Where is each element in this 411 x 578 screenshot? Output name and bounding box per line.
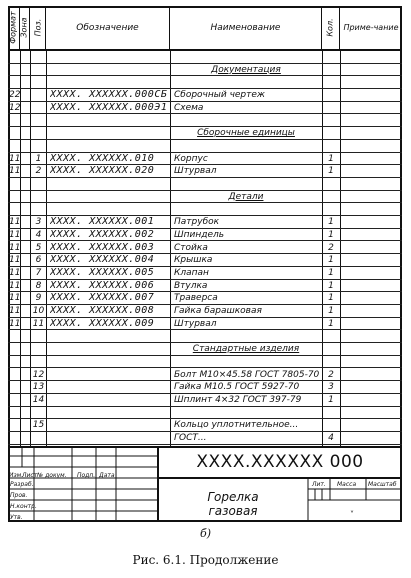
cell-designation: XXXX. XXXXXX.004 — [50, 254, 155, 266]
cell-pos — [31, 76, 46, 89]
table-row — [8, 330, 402, 343]
cell-qty — [322, 330, 340, 343]
cell-format — [9, 394, 20, 407]
cell-qty — [322, 51, 340, 64]
cell-pos — [31, 407, 46, 420]
cell-qty: 1 — [328, 229, 334, 240]
cell-name: Кольцо уплотнительное... — [174, 420, 299, 431]
section-row — [8, 343, 402, 356]
cell-format — [9, 369, 20, 382]
cell-qty — [322, 76, 340, 89]
cell-format: 11 — [9, 242, 20, 253]
header-format: Формат — [8, 6, 20, 51]
cell-format — [9, 356, 20, 369]
cell-format: 11 — [9, 293, 20, 304]
cell-format — [9, 407, 20, 420]
table-row — [8, 305, 402, 318]
label-scale: Масштаб — [368, 481, 397, 488]
cell-pos — [31, 51, 46, 64]
cell-pos: 9 — [35, 293, 42, 304]
cell-pos: 14 — [32, 394, 45, 405]
cell-qty — [322, 140, 340, 153]
cell-format — [9, 191, 20, 204]
cell-qty: 3 — [328, 382, 334, 393]
cell-name: Детали — [228, 191, 264, 202]
cell-format — [9, 203, 20, 216]
table-row — [8, 432, 402, 445]
table-row — [8, 280, 402, 293]
cell-format — [9, 64, 20, 77]
cell-name: Сборочный чертеж — [174, 90, 266, 101]
cell-format — [9, 419, 20, 432]
cell-format: 12 — [9, 102, 20, 113]
cell-pos: 2 — [35, 166, 42, 177]
header-pos: Поз. — [30, 6, 46, 51]
cell-pos — [31, 115, 46, 128]
cell-qty — [322, 115, 340, 128]
table-row — [8, 89, 402, 102]
cell-designation — [50, 64, 170, 77]
cell-name — [174, 407, 322, 420]
cell-pos: 11 — [32, 318, 45, 329]
table-row — [8, 318, 402, 331]
cell-pos — [31, 191, 46, 204]
cell-name: Патрубок — [174, 217, 220, 228]
cell-name: Гайка М10.5 ГОСТ 5927-70 — [174, 382, 300, 393]
cell-designation — [50, 178, 170, 191]
cell-designation: XXXX. XXXXXX.003 — [50, 241, 155, 253]
header-note: Приме-чание — [340, 6, 402, 51]
cell-designation — [50, 419, 170, 432]
cell-format — [9, 127, 20, 140]
cell-qty: 2 — [328, 242, 334, 253]
cell-pos: 1 — [35, 153, 42, 164]
cell-pos — [31, 343, 46, 356]
table-row — [8, 76, 402, 89]
cell-qty — [322, 343, 340, 356]
cell-name — [174, 330, 322, 343]
cell-designation — [50, 394, 170, 407]
cell-designation — [50, 356, 170, 369]
cell-qty: 1 — [328, 280, 334, 291]
cell-pos: 5 — [35, 242, 42, 253]
cell-pos — [31, 432, 46, 445]
table-row — [8, 419, 402, 432]
cell-designation — [50, 343, 170, 356]
table-row — [8, 394, 402, 407]
cell-pos: 3 — [35, 217, 42, 228]
cell-qty — [322, 203, 340, 216]
cell-format — [9, 343, 20, 356]
cell-pos — [31, 140, 46, 153]
cell-name: Крышка — [174, 255, 213, 266]
cell-pos — [31, 102, 46, 115]
cell-designation: XXXX. XXXXXX.000Э1 — [50, 101, 168, 113]
cell-format: 11 — [9, 229, 20, 240]
cell-qty — [322, 102, 340, 115]
cell-name: Стандартные изделия — [192, 344, 300, 355]
cell-name: Схема — [174, 102, 204, 113]
table-row — [8, 203, 402, 216]
cell-format — [9, 381, 20, 394]
table-row — [8, 267, 402, 280]
cell-pos — [31, 356, 46, 369]
table-row — [8, 102, 402, 115]
cell-name: ГОСТ... — [174, 433, 207, 443]
cell-designation — [50, 407, 170, 420]
cell-qty: 1 — [328, 153, 334, 164]
cell-pos — [31, 203, 46, 216]
cell-pos: 8 — [35, 280, 42, 291]
cell-name — [174, 51, 322, 64]
cell-name: Штурвал — [174, 166, 217, 177]
cell-format: 11 — [9, 166, 20, 177]
cell-name: Корпус — [174, 153, 208, 164]
cell-designation: XXXX. XXXXXX.008 — [50, 305, 155, 316]
cell-pos: 10 — [32, 306, 45, 316]
cell-pos: 15 — [32, 420, 45, 431]
cell-pos — [31, 89, 46, 102]
table-row — [8, 381, 402, 394]
cell-name: Клапан — [174, 267, 209, 278]
label-list: Лист — [22, 472, 38, 479]
table-row — [8, 229, 402, 242]
cell-designation: XXXX. XXXXXX.005 — [50, 266, 155, 278]
title-block — [8, 446, 402, 522]
label-sign: Подп. — [77, 472, 96, 479]
table-row — [8, 242, 402, 255]
cell-name — [174, 356, 322, 369]
cell-format: 11 — [9, 306, 20, 316]
product-name-line1: Горелка — [207, 490, 259, 504]
table-row — [8, 115, 402, 128]
cell-name — [174, 203, 322, 216]
table-row — [8, 292, 402, 305]
cell-designation — [50, 203, 170, 216]
cell-pos: 7 — [35, 267, 42, 278]
cell-qty: 1 — [328, 255, 334, 266]
cell-format: 22 — [9, 90, 20, 101]
table-row — [8, 369, 402, 382]
label-utv: Утв. — [10, 514, 23, 521]
cell-qty — [322, 64, 340, 77]
cell-pos — [31, 330, 46, 343]
cell-name: Втулка — [174, 280, 208, 291]
cell-designation — [50, 127, 170, 140]
cell-qty: 4 — [328, 433, 334, 443]
cell-name — [174, 178, 322, 191]
cell-name: Сборочные единицы — [197, 128, 295, 139]
cell-designation — [50, 191, 170, 204]
section-row — [8, 191, 402, 204]
label-razrab: Разраб. — [10, 481, 34, 488]
label-nkontr: Н.контр. — [10, 503, 37, 510]
label-doc: № докум. — [37, 472, 67, 479]
label-lit: Лит. — [312, 481, 326, 488]
cell-format: 11 — [9, 280, 20, 291]
cell-name — [174, 140, 322, 153]
cell-format — [9, 330, 20, 343]
cell-designation — [50, 140, 170, 153]
cell-pos — [31, 127, 46, 140]
cell-name: Болт М10×45.58 ГОСТ 7805-70 — [174, 369, 320, 380]
cell-format: 11 — [9, 255, 20, 266]
cell-name: Стойка — [174, 242, 208, 253]
product-name-line2: газовая — [208, 504, 258, 518]
cell-qty: 1 — [328, 293, 334, 304]
label-mass: Масса — [337, 481, 357, 488]
header-name: Наименование — [170, 6, 322, 51]
cell-format — [9, 432, 20, 445]
cell-qty: 2 — [328, 369, 334, 380]
table-row — [8, 153, 402, 166]
label-date: Дата — [99, 472, 115, 479]
cell-format — [9, 51, 20, 64]
table-row — [8, 165, 402, 178]
cell-name: Траверса — [174, 293, 218, 304]
cell-qty — [322, 191, 340, 204]
section-row — [8, 127, 402, 140]
cell-designation: XXXX. XXXXXX.006 — [50, 279, 155, 291]
table-row — [8, 356, 402, 369]
cell-pos: 12 — [32, 369, 45, 380]
table-row — [8, 140, 402, 153]
cell-designation — [50, 432, 170, 445]
table-row — [8, 216, 402, 229]
cell-designation: XXXX. XXXXXX.007 — [50, 292, 155, 304]
cell-pos: 13 — [32, 382, 45, 393]
cell-name — [174, 76, 322, 89]
cell-designation — [50, 76, 170, 89]
cell-format — [9, 178, 20, 191]
cell-designation — [50, 115, 170, 128]
table-row — [8, 254, 402, 267]
cell-designation — [50, 381, 170, 394]
cell-qty — [322, 178, 340, 191]
cell-format: 11 — [9, 153, 20, 164]
cell-designation: XXXX. XXXXXX.010 — [50, 152, 155, 164]
table-row — [8, 178, 402, 191]
cell-pos — [31, 178, 46, 191]
cell-pos: 6 — [35, 255, 42, 266]
specification-sheet — [8, 6, 402, 522]
cell-pos — [31, 64, 46, 77]
pen-mark: ˅ — [350, 510, 354, 519]
cell-format: 11 — [9, 318, 20, 329]
cell-name: Шпиндель — [174, 229, 225, 240]
cell-designation: XXXX. XXXXXX.001 — [50, 216, 155, 228]
cell-format — [9, 76, 20, 89]
header-designation: Обозначение — [46, 6, 170, 51]
cell-name: Гайка барашковая — [174, 306, 262, 316]
cell-name: Штурвал — [174, 318, 217, 329]
cell-designation: XXXX. XXXXXX.002 — [50, 228, 155, 240]
header-qty: Кол. — [322, 6, 340, 51]
cell-name: Шплинт 4×32 ГОСТ 397-79 — [174, 394, 302, 405]
cell-qty — [322, 89, 340, 102]
cell-designation — [50, 369, 170, 382]
sublabel: б) — [199, 527, 211, 540]
cell-designation: XXXX. XXXXXX.000СБ — [50, 89, 168, 101]
cell-qty: 1 — [328, 306, 334, 316]
cell-name — [174, 115, 322, 128]
label-prov: Пров. — [10, 492, 28, 499]
cell-format — [9, 115, 20, 128]
cell-designation — [50, 51, 170, 64]
cell-qty — [322, 407, 340, 420]
figure-caption: Рис. 6.1. Продолжение — [132, 553, 279, 567]
cell-format — [9, 140, 20, 153]
cell-qty: 1 — [328, 267, 334, 278]
cell-qty — [322, 419, 340, 432]
cell-qty: 1 — [328, 166, 334, 177]
cell-pos: 4 — [35, 229, 42, 240]
header-zone: Зона — [20, 6, 30, 51]
cell-qty — [322, 127, 340, 140]
cell-qty: 1 — [328, 217, 334, 228]
cell-format: 11 — [9, 267, 20, 278]
cell-designation: XXXX. XXXXXX.009 — [50, 317, 155, 329]
table-row — [8, 51, 402, 64]
cell-qty — [322, 356, 340, 369]
cell-designation: XXXX. XXXXXX.020 — [50, 165, 155, 177]
cell-qty: 1 — [328, 318, 334, 329]
cell-name: Документация — [211, 64, 281, 75]
section-row — [8, 64, 402, 77]
cell-designation — [50, 330, 170, 343]
label-izm: Изм. — [9, 472, 24, 479]
cell-qty: 1 — [328, 394, 334, 405]
table-row — [8, 407, 402, 420]
cell-format: 11 — [9, 217, 20, 228]
document-code: XXXX.XXXXXX 000 — [196, 452, 364, 472]
